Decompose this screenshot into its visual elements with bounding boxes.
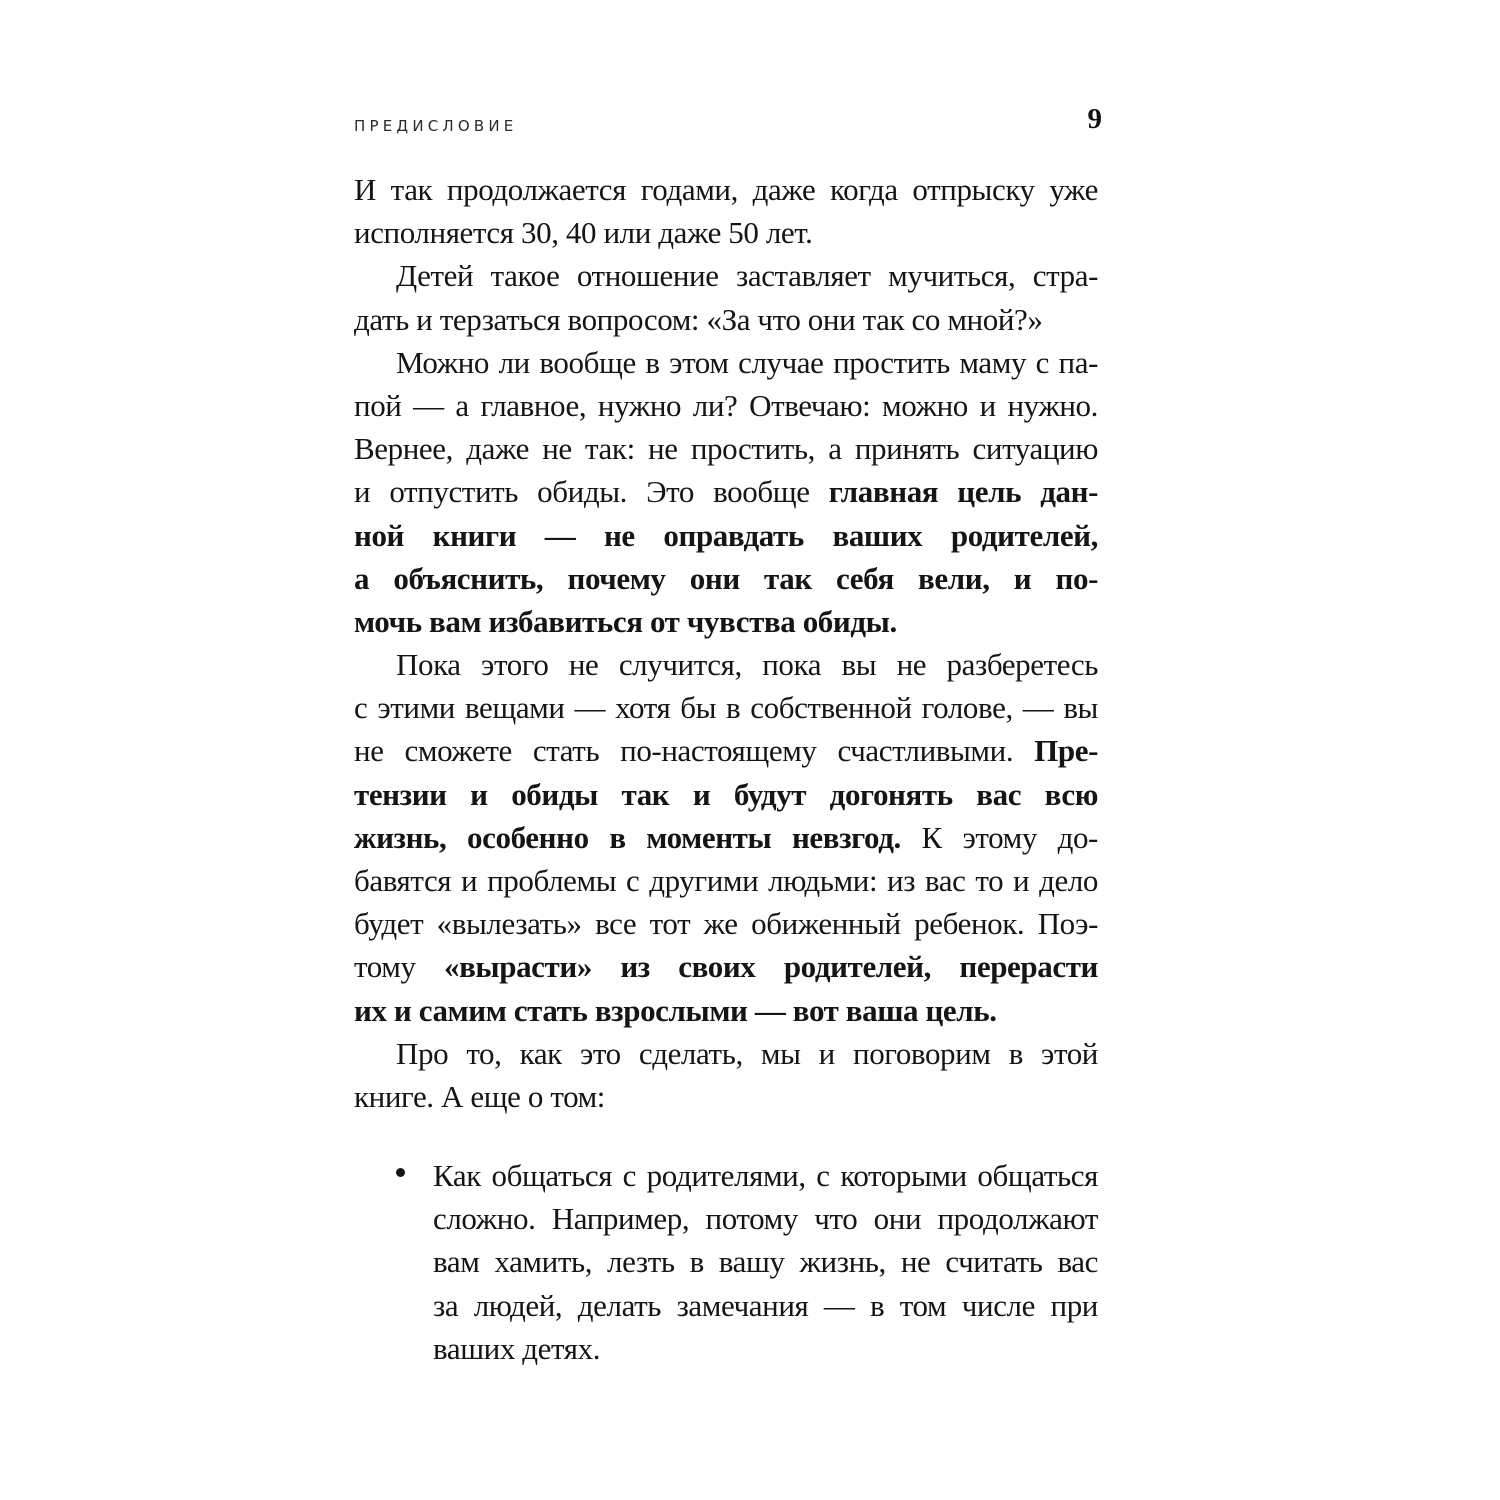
text-line	[354, 902, 1098, 945]
text-line: за людей, делать замечания — в том числе при	[433, 1287, 1098, 1323]
text-line	[354, 470, 1098, 513]
text-line	[354, 945, 1098, 988]
text-line	[354, 643, 1098, 686]
text-run: Вернее, даже не так: не простить, а принять ситуацию	[354, 431, 1098, 467]
paragraph	[354, 254, 1098, 340]
text-line: сложно. Например, потому что они продолжают	[433, 1201, 1098, 1237]
text-run: будет «вылезать» все тот же обиженный ребенок. Поэ-	[354, 906, 1098, 942]
text-run: дать и терзаться вопросом: «За что они так со мной?»	[354, 301, 1043, 337]
text-line: вам хамить, лезть в вашу жизнь, не считать вас	[433, 1244, 1098, 1280]
text-run: не сможете стать по-настоящему счастливыми.	[354, 733, 1035, 769]
bold-text: жизнь, особенно в моменты невзгод.	[354, 819, 901, 855]
text-line	[354, 989, 1098, 1032]
text-line	[354, 773, 1098, 816]
text-line: Как общаться с родителями, с которыми общаться	[433, 1158, 1098, 1193]
text-run: исполняется 30, 40 или даже 50 лет.	[354, 215, 813, 251]
text-run: пой — а главное, нужно ли? Отвечаю: можно и нужно.	[354, 387, 1098, 423]
paragraph	[354, 341, 1098, 643]
bold-text: тензии и обиды так и будут догонять вас всю	[354, 776, 1098, 812]
bold-text: главная цель дан-	[828, 474, 1099, 510]
text-run: Пока этого не случится, пока вы не разберетесь	[396, 647, 1098, 683]
text-line	[354, 1032, 1098, 1075]
text-run: с этими вещами — хотя бы в собственной голове, — вы	[354, 690, 1098, 726]
bold-text: их и самим стать взрослыми — вот ваша цель.	[354, 992, 997, 1028]
bold-text: мочь вам избавиться от чувства обиды.	[354, 603, 897, 639]
text-line	[354, 384, 1098, 427]
text-line	[354, 341, 1098, 384]
text-line: ваших детях.	[433, 1330, 601, 1366]
bold-text: Пре-	[1034, 733, 1098, 769]
text-line	[354, 729, 1098, 772]
bold-text: а объяснить, почему они так себя вели, и по-	[354, 560, 1098, 596]
text-line	[354, 168, 1098, 211]
text-run: Детей такое отношение заставляет мучиться, стра-	[396, 258, 1098, 294]
text-run: К этому до-	[900, 819, 1098, 855]
paragraph	[354, 643, 1098, 1032]
text-line	[354, 859, 1098, 902]
page-number: 9	[1087, 103, 1102, 135]
text-line	[354, 816, 1098, 859]
text-line	[354, 600, 1098, 643]
text-run: книге. А еще о том:	[354, 1078, 606, 1114]
bullet-icon	[396, 1168, 405, 1177]
bold-text: ной книги — не оправдать ваших родителей,	[354, 517, 1098, 553]
text-run: и отпустить обиды. Это вообще	[354, 474, 829, 510]
text-line	[354, 514, 1098, 557]
text-line	[354, 1075, 1098, 1118]
text-line	[354, 254, 1098, 297]
text-line	[354, 427, 1098, 470]
text-run: Можно ли вообще в этом случае простить маму с па-	[396, 344, 1098, 380]
bold-text: «вырасти» из своих родителей, перерасти	[443, 949, 1098, 985]
text-run: тому	[354, 949, 444, 985]
text-run: И так продолжается годами, даже когда отпрыску уже	[354, 172, 1098, 207]
bullet-text	[433, 1154, 1098, 1370]
text-run: бавятся и проблемы с другими людьми: из вас то и дело	[354, 863, 1098, 898]
text-line	[354, 557, 1098, 600]
body-text	[354, 168, 1098, 1118]
paragraph	[354, 168, 1098, 254]
text-run: Про то, как это сделать, мы и поговорим в этой	[396, 1035, 1098, 1071]
paragraph	[354, 1032, 1098, 1118]
text-line	[354, 686, 1098, 729]
text-line	[354, 211, 1098, 254]
running-head: ПРЕДИСЛОВИЕ	[354, 117, 518, 135]
text-line	[354, 298, 1098, 341]
